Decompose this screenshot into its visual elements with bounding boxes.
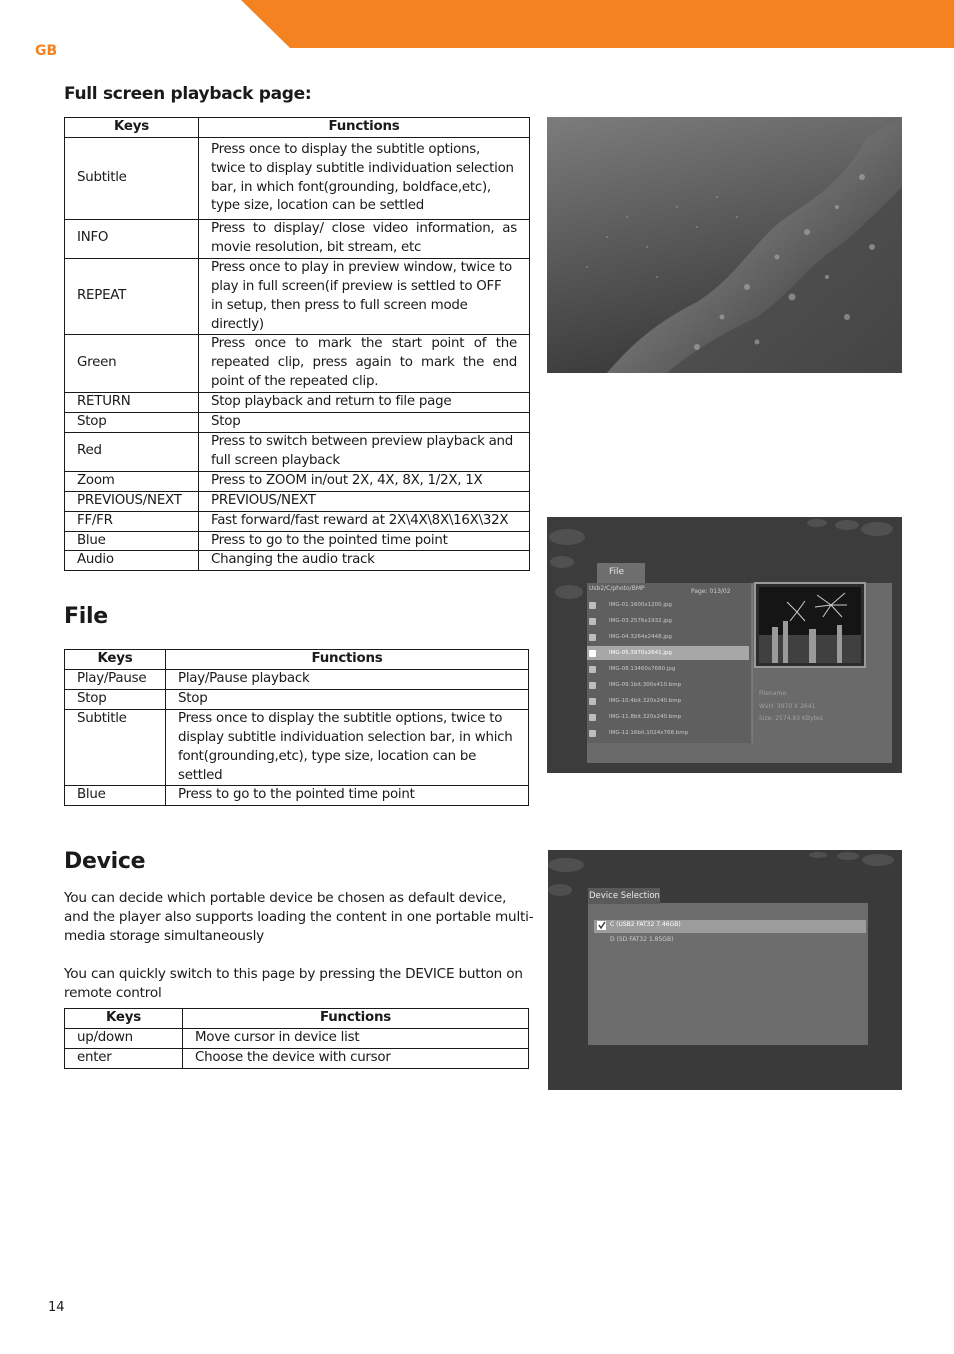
file-info-size: Size: 2574.83 KBytes bbox=[759, 715, 823, 722]
table-row bbox=[65, 432, 530, 471]
device-item[interactable]: D (SD FAT32 1.85GB) bbox=[610, 936, 674, 943]
image-file-icon bbox=[589, 730, 596, 737]
key-cell: Stop bbox=[65, 413, 199, 433]
key-cell: up/down bbox=[65, 1029, 183, 1049]
file-name: IMG-08.13460x7680.jpg bbox=[609, 666, 676, 672]
table-row bbox=[65, 471, 530, 491]
file-browser-screenshot bbox=[547, 517, 902, 773]
image-file-icon bbox=[589, 650, 596, 657]
table-row bbox=[65, 138, 530, 220]
file-name: IMG-01.1600x1200.jpg bbox=[609, 602, 672, 608]
image-file-icon bbox=[589, 602, 596, 609]
table-row bbox=[65, 531, 530, 551]
file-list-item[interactable] bbox=[589, 613, 749, 629]
file-list-item[interactable] bbox=[589, 709, 749, 725]
function-cell: PREVIOUS/NEXT bbox=[199, 491, 530, 511]
device-keys-table bbox=[64, 1008, 529, 1069]
file-list-item[interactable] bbox=[589, 629, 749, 645]
device-section-title: Device bbox=[64, 849, 146, 874]
key-cell: RETURN bbox=[65, 393, 199, 413]
function-cell: Press to go to the pointed time point bbox=[166, 786, 529, 806]
function-cell: Press once to play in preview window, twice to play in full screen(if preview is settled to OFF in setup, then press to full screen mode directly) bbox=[199, 258, 530, 335]
function-cell: Choose the device with cursor bbox=[183, 1048, 529, 1068]
device-selection-title: Device Selection bbox=[589, 891, 660, 901]
table-header-row bbox=[65, 650, 529, 670]
key-cell: Stop bbox=[65, 689, 166, 709]
table-row bbox=[65, 413, 530, 433]
function-cell: Press once to mark the start point of the repeated clip, press again to mark the end point of the repeated clip. bbox=[199, 335, 530, 393]
table-row bbox=[65, 689, 529, 709]
keys-header: Keys bbox=[65, 650, 166, 670]
image-file-icon bbox=[589, 618, 596, 625]
table-row bbox=[65, 511, 530, 531]
page-number: 14 bbox=[48, 1300, 65, 1315]
function-cell: Changing the audio track bbox=[199, 551, 530, 571]
function-cell: Press to display/ close video information, as movie resolution, bit stream, etc bbox=[199, 220, 530, 259]
functions-header: Functions bbox=[183, 1009, 529, 1029]
file-name: IMG-12.16bit.1024x768.bmp bbox=[609, 730, 689, 736]
file-list-item[interactable] bbox=[589, 597, 749, 613]
file-name: IMG-11.8bit.320x240.bmp bbox=[609, 714, 682, 720]
function-cell: Stop bbox=[199, 413, 530, 433]
playback-section-title: Full screen playback page: bbox=[64, 84, 312, 104]
device-paragraph-2: You can quickly switch to this page by pressing the DEVICE button on remote control bbox=[64, 966, 523, 1001]
device-item[interactable]: C (USB2 FAT32 7.46GB) bbox=[610, 921, 681, 928]
function-cell: Press to go to the pointed time point bbox=[199, 531, 530, 551]
function-cell: Press to ZOOM in/out 2X, 4X, 8X, 1/2X, 1X bbox=[199, 471, 530, 491]
file-name: IMG-04.3264x2448.jpg bbox=[609, 634, 672, 640]
file-name: IMG-03.2576x1932.jpg bbox=[609, 618, 672, 624]
file-page-indicator: Page: 013/02 bbox=[691, 588, 731, 595]
key-cell: PREVIOUS/NEXT bbox=[65, 491, 199, 511]
key-cell: Green bbox=[65, 335, 199, 393]
table-row bbox=[65, 258, 530, 335]
function-cell: Press to switch between preview playback and full screen playback bbox=[199, 432, 530, 471]
table-header-row bbox=[65, 1009, 529, 1029]
file-info-resolution: WxH: 3970 X 2641 bbox=[759, 703, 816, 710]
key-cell: Subtitle bbox=[65, 709, 166, 786]
file-list-item[interactable] bbox=[589, 677, 749, 693]
table-row bbox=[65, 220, 530, 259]
key-cell: Zoom bbox=[65, 471, 199, 491]
file-list-item[interactable] bbox=[589, 725, 749, 741]
function-cell: Press once to display the subtitle options, twice to display subtitle individuation selection bar, in which font(grounding, boldface,etc), type size, location can be settled bbox=[199, 138, 530, 220]
device-paragraph-1: You can decide which portable device be chosen as default device, and the player also supports loading the content in one portable multi-media storage simultaneously bbox=[64, 890, 534, 944]
table-row bbox=[65, 335, 530, 393]
file-name: IMG-05.3970x2641.jpg bbox=[609, 650, 672, 656]
function-cell: Fast forward/fast reward at 2X\4X\8X\16X\32X bbox=[199, 511, 530, 531]
function-cell: Stop bbox=[166, 689, 529, 709]
keys-header: Keys bbox=[65, 1009, 183, 1029]
file-list-item[interactable] bbox=[589, 693, 749, 709]
key-cell: Play/Pause bbox=[65, 670, 166, 690]
table-row bbox=[65, 709, 529, 786]
table-row bbox=[65, 491, 530, 511]
function-cell: Move cursor in device list bbox=[183, 1029, 529, 1049]
playback-keys-table bbox=[64, 117, 530, 571]
image-file-icon bbox=[589, 698, 596, 705]
key-cell: FF/FR bbox=[65, 511, 199, 531]
file-name: IMG-10.4bit.320x240.bmp bbox=[609, 698, 682, 704]
key-cell: Blue bbox=[65, 786, 166, 806]
table-header-row bbox=[65, 118, 530, 138]
image-file-icon bbox=[589, 666, 596, 673]
table-row bbox=[65, 1029, 529, 1049]
file-tab[interactable]: File bbox=[609, 567, 625, 577]
file-list bbox=[589, 597, 749, 741]
image-file-icon bbox=[589, 634, 596, 641]
table-row bbox=[65, 1048, 529, 1068]
device-selection-screenshot bbox=[548, 850, 902, 1090]
file-list-item[interactable] bbox=[589, 645, 749, 661]
device-screen-bg bbox=[548, 850, 902, 1090]
header-band bbox=[0, 0, 954, 48]
image-file-icon bbox=[589, 714, 596, 721]
key-cell: enter bbox=[65, 1048, 183, 1068]
key-cell: REPEAT bbox=[65, 258, 199, 335]
table-row bbox=[65, 551, 530, 571]
key-cell: Subtitle bbox=[65, 138, 199, 220]
function-cell: Stop playback and return to file page bbox=[199, 393, 530, 413]
reef-image bbox=[547, 117, 902, 373]
file-keys-table bbox=[64, 649, 529, 806]
file-list-item[interactable] bbox=[589, 661, 749, 677]
table-row bbox=[65, 670, 529, 690]
functions-header: Functions bbox=[166, 650, 529, 670]
table-row bbox=[65, 393, 530, 413]
function-cell: Play/Pause playback bbox=[166, 670, 529, 690]
language-tag: GB bbox=[35, 43, 58, 59]
functions-header: Functions bbox=[199, 118, 530, 138]
underwater-playback-photo bbox=[547, 117, 902, 373]
key-cell: Blue bbox=[65, 531, 199, 551]
file-info-label: Filename: bbox=[759, 690, 789, 697]
key-cell: INFO bbox=[65, 220, 199, 259]
key-cell: Audio bbox=[65, 551, 199, 571]
keys-header: Keys bbox=[65, 118, 199, 138]
table-row bbox=[65, 786, 529, 806]
file-name: IMG-09.1bit.300x410.bmp bbox=[609, 682, 682, 688]
file-path: Usb2/C/photo/BMP bbox=[589, 585, 645, 592]
image-file-icon bbox=[589, 682, 596, 689]
key-cell: Red bbox=[65, 432, 199, 471]
file-section-title: File bbox=[64, 604, 108, 629]
function-cell: Press once to display the subtitle options, twice to display subtitle individuation selection bar, in which font(grounding,etc), type size, location can be settled bbox=[166, 709, 529, 786]
